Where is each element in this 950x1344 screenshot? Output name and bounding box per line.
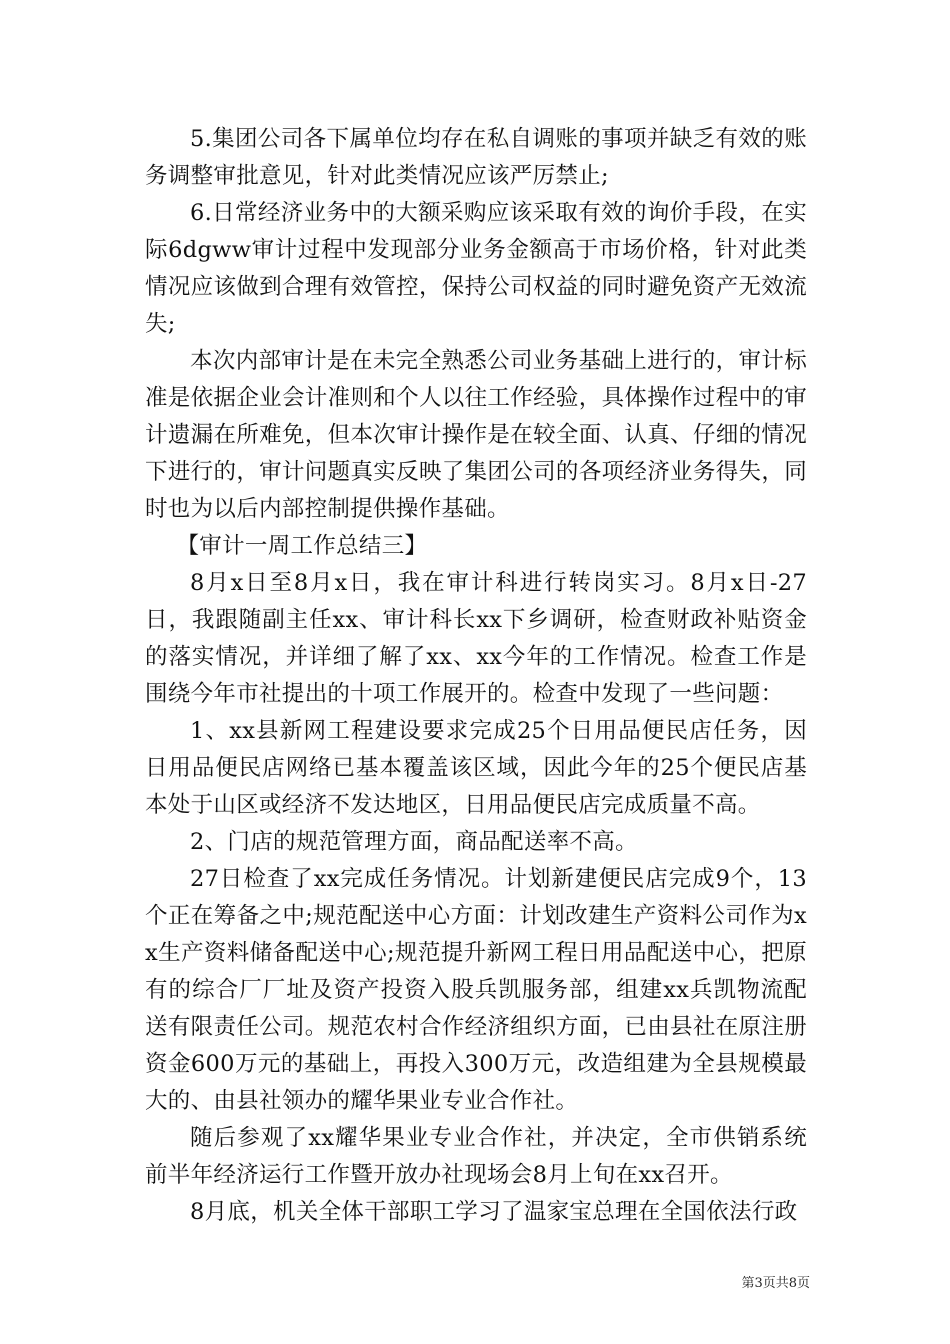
paragraph-issue-2: 2、门店的规范管理方面，商品配送率不高。 xyxy=(190,829,638,855)
paragraph-issue-1: 1、xx县新网工程建设要求完成25个日用品便民店任务，因日用品便民店网络已基本覆盖该区域，因此今年的25个便民店基本处于山区或经济不发达地区，日用品便民店完成质量不高。 xyxy=(145,718,807,818)
paragraph-item-5: 5.集团公司各下属单位均存在私自调账的事项并缺乏有效的账务调整审批意见，针对此类情况应该严厉禁止; xyxy=(145,126,807,189)
document-body xyxy=(145,121,807,1231)
paragraph-item-6: 6.日常经济业务中的大额采购应该采取有效的询价手段，在实际6dgww审计过程中发现部分业务金额高于市场价格，针对此类情况应该做到合理有效管控，保持公司权益的同时避免资产无效流失; xyxy=(145,200,807,337)
paragraph-internship-intro: 8月x日至8月x日，我在审计科进行转岗实习。8月x日-27日，我跟随副主任xx、审计科长xx下乡调研，检查财政补贴资金的落实情况，并详细了解了xx、xx今年的工作情况。检查工作是围绕今年市社提出的十项工作展开的。检查中发现了一些问题： xyxy=(145,570,807,707)
paragraph-inspection-27: 27日检查了xx完成任务情况。计划新建便民店完成9个，13个正在筹备之中;规范配送中心方面：计划改建生产资料公司作为xx生产资料储备配送中心;规范提升新网工程日用品配送中心，把原有的综合厂厂址及资产投资入股兵凯服务部，组建xx兵凯物流配送有限责任公司。规范农村合作经济组织方面，已由县社在原注册资金600万元的基础上，再投入300万元，改造组建为全县规模最大的、由县社领办的耀华果业专业合作社。 xyxy=(145,866,807,1114)
paragraph-end-of-month: 8月底，机关全体干部职工学习了温家宝总理在全国依法行政 xyxy=(190,1199,798,1225)
page-number-footer: 第3页共8页 xyxy=(741,1276,810,1291)
paragraph-audit-summary: 本次内部审计是在未完全熟悉公司业务基础上进行的，审计标准是依据企业会计准则和个人以往工作经验，具体操作过程中的审计遗漏在所难免，但本次审计操作是在较全面、认真、仔细的情况下进行的，审计问题真实反映了集团公司的各项经济业务得失，同时也为以后内部控制提供操作基础。 xyxy=(145,348,807,522)
paragraph-visit: 随后参观了xx耀华果业专业合作社，并决定，全市供销系统前半年经济运行工作暨开放办社现场会8月上旬在xx召开。 xyxy=(145,1125,807,1188)
section-heading: 【审计一周工作总结三】 xyxy=(176,533,428,559)
